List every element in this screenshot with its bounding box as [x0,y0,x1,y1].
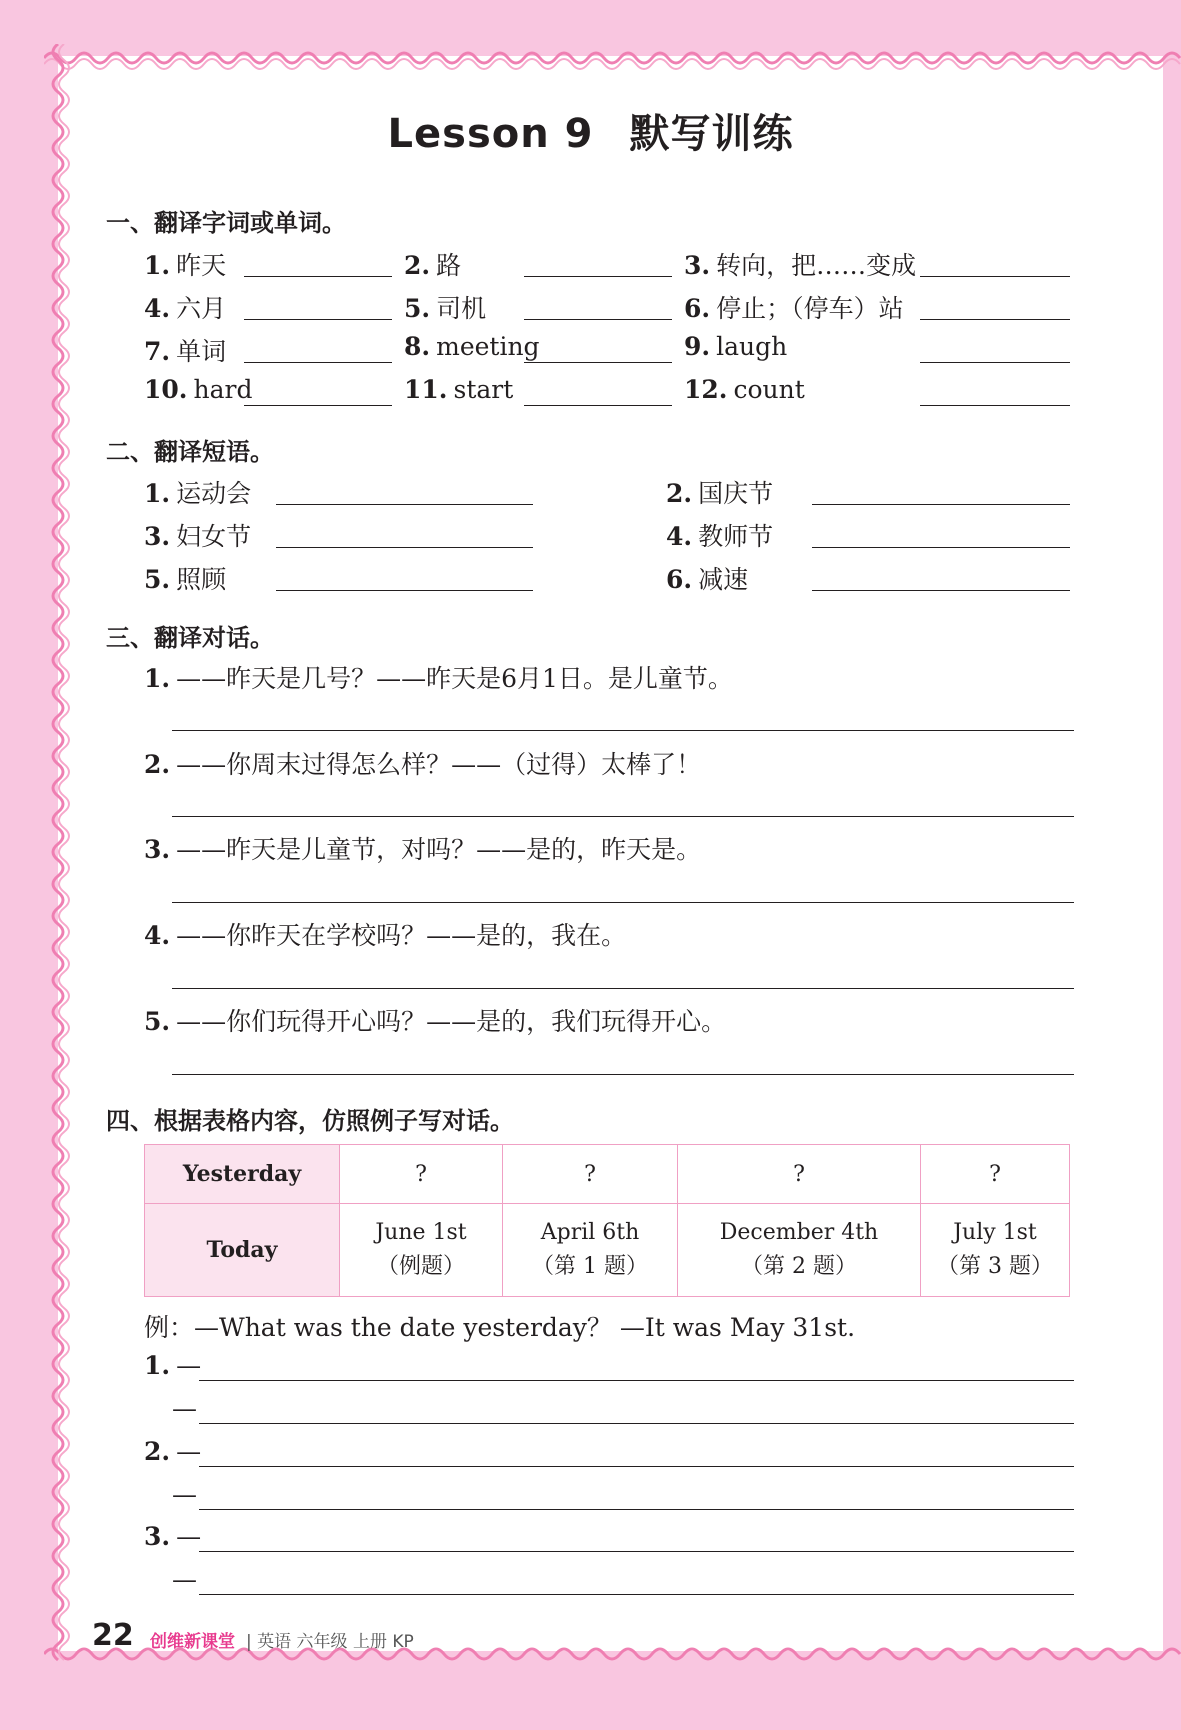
title-cn: 默写训练 [629,111,794,157]
today-cell-3 [678,1204,921,1297]
s3-answer-line-5[interactable] [172,1074,1074,1075]
today-note-3: （第 2 题） [741,1254,857,1279]
s1-num-12: 12. [684,375,728,404]
s1-item-2 [404,246,461,282]
s1-item-8 [404,332,540,361]
s1-blank-12[interactable] [920,405,1070,406]
s1-blank-3[interactable] [920,276,1070,277]
s1-item-7 [144,332,226,368]
s2-text-5: 照顾 [176,565,227,594]
s4-dash-3a: — [176,1522,202,1551]
s1-num-10: 10. [144,375,188,404]
yesterday-cell-2: ? [503,1145,678,1204]
s1-item-5 [404,289,486,325]
s3-num-1: 1. [144,664,171,693]
s1-text-8: meeting [436,332,540,361]
s1-text-10: hard [193,375,253,404]
s3-item-5 [144,1002,726,1038]
s2-num-4: 4. [666,522,693,551]
book-info: | 英语 六年级 上册 KP [246,1632,414,1652]
s4-dash-2b: — [172,1480,197,1509]
s1-text-2: 路 [436,251,462,280]
s1-blank-5[interactable] [524,319,672,320]
section-1-heading: 一、翻译字词或单词。 [106,209,346,237]
s2-blank-1[interactable] [276,504,533,505]
s4-line-3b[interactable] [199,1594,1074,1595]
s3-answer-line-4[interactable] [172,988,1074,989]
section-2-heading: 二、翻译短语。 [106,438,274,466]
today-cell-1 [340,1204,503,1297]
s2-item-3 [144,517,251,553]
s4-num-2: 2. [144,1437,171,1466]
s1-item-12 [684,375,805,404]
s3-text-5: ——你们玩得开心吗？——是的，我们玩得开心。 [176,1007,727,1036]
s2-blank-6[interactable] [812,590,1070,591]
s3-num-3: 3. [144,835,171,864]
s3-num-4: 4. [144,921,171,950]
s1-text-7: 单词 [176,337,227,366]
today-date-1: June 1st [375,1220,467,1245]
wavy-border-left [44,44,72,1664]
s2-blank-5[interactable] [276,590,533,591]
s4-answer-1 [144,1351,201,1380]
s1-num-5: 5. [404,294,431,323]
s2-item-1 [144,474,251,510]
s1-num-1: 1. [144,251,171,280]
s3-answer-line-2[interactable] [172,816,1074,817]
s3-answer-line-3[interactable] [172,902,1074,903]
title-en: Lesson 9 [387,111,594,157]
s1-blank-8[interactable] [524,362,672,363]
s1-text-11: start [453,375,514,404]
yesterday-label: Yesterday [145,1145,340,1204]
s1-text-3: 转向，把……变成 [716,251,917,280]
s4-dash-3b: — [172,1565,197,1594]
today-date-3: December 4th [719,1220,879,1245]
s1-text-9: laugh [716,332,788,361]
s2-num-6: 6. [666,565,693,594]
section-4-heading: 四、根据表格内容，仿照例子写对话。 [106,1107,514,1135]
s1-item-1 [144,246,226,282]
s2-num-2: 2. [666,479,693,508]
today-cell-2 [503,1204,678,1297]
brand-name: 创维新课堂 [150,1632,235,1652]
s4-dash-1b: — [172,1394,197,1423]
s4-line-3a[interactable] [199,1551,1074,1552]
s2-item-6 [666,560,748,596]
s1-blank-7[interactable] [244,362,392,363]
s1-num-6: 6. [684,294,711,323]
page-title [0,102,1181,159]
s4-line-2a[interactable] [199,1466,1074,1467]
s2-text-2: 国庆节 [698,479,774,508]
s1-blank-4[interactable] [244,319,392,320]
s2-blank-2[interactable] [812,504,1070,505]
s3-num-5: 5. [144,1007,171,1036]
s1-blank-11[interactable] [524,405,672,406]
s1-text-6: 停止；（停车）站 [716,294,904,323]
s1-item-3 [684,246,916,282]
s1-item-6 [684,289,904,325]
today-date-2: April 6th [540,1220,640,1245]
yesterday-cell-1: ? [340,1145,503,1204]
s3-text-3: ——昨天是儿童节，对吗？——是的，昨天是。 [176,835,702,864]
s1-num-8: 8. [404,332,431,361]
s1-item-9 [684,332,787,361]
s3-item-4 [144,916,626,952]
s1-num-11: 11. [404,375,448,404]
s3-item-2 [144,745,701,781]
s3-item-3 [144,830,701,866]
s4-num-1: 1. [144,1351,171,1380]
s2-item-2 [666,474,773,510]
s2-item-4 [666,517,773,553]
wavy-border-top [44,44,1181,72]
s4-line-2b[interactable] [199,1509,1074,1510]
s2-num-5: 5. [144,565,171,594]
s4-dash-1a: — [176,1351,202,1380]
s2-num-3: 3. [144,522,171,551]
s4-dash-2a: — [176,1437,202,1466]
s1-text-12: count [733,375,805,404]
s1-item-4 [144,289,226,325]
s4-line-1b[interactable] [199,1423,1074,1424]
s1-text-1: 昨天 [176,251,227,280]
s2-text-6: 减速 [698,565,749,594]
today-date-4: July 1st [953,1220,1037,1245]
yesterday-cell-3: ? [678,1145,921,1204]
s2-blank-3[interactable] [276,547,533,548]
s4-line-1a[interactable] [199,1380,1074,1381]
s2-num-1: 1. [144,479,171,508]
s1-num-3: 3. [684,251,711,280]
s1-item-11 [404,375,513,404]
s3-text-4: ——你昨天在学校吗？——是的，我在。 [176,921,627,950]
s4-answer-3 [144,1522,201,1551]
s1-blank-6[interactable] [920,319,1070,320]
section-3-heading: 三、翻译对话。 [106,624,274,652]
s3-num-2: 2. [144,750,171,779]
s1-num-9: 9. [684,332,711,361]
s2-text-3: 妇女节 [176,522,252,551]
s2-text-1: 运动会 [176,479,252,508]
s2-item-5 [144,560,226,596]
today-note-2: （第 1 题） [532,1254,648,1279]
s1-blank-10[interactable] [244,405,392,406]
s1-item-10 [144,375,252,404]
dates-table [144,1144,1070,1297]
s3-item-1 [144,659,733,695]
today-note-1: （例题） [376,1254,465,1279]
s3-answer-line-1[interactable] [172,730,1074,731]
s4-answer-2 [144,1437,201,1466]
s1-blank-1[interactable] [244,276,392,277]
table-row-yesterday [145,1145,1070,1204]
yesterday-cell-4: ? [921,1145,1070,1204]
s1-num-2: 2. [404,251,431,280]
s4-num-3: 3. [144,1522,171,1551]
table-row-today [145,1204,1070,1297]
s1-text-5: 司机 [436,294,487,323]
s3-text-2: ——你周末过得怎么样？——（过得）太棒了！ [176,750,702,779]
page-number: 22 [92,1618,134,1653]
s1-text-4: 六月 [176,294,227,323]
today-note-4: （第 3 题） [937,1254,1053,1279]
s3-text-1: ——昨天是几号？——昨天是6月1日。是儿童节。 [176,664,733,693]
s1-num-4: 4. [144,294,171,323]
today-cell-4 [921,1204,1070,1297]
s2-blank-4[interactable] [812,547,1070,548]
s1-blank-2[interactable] [524,276,672,277]
s1-num-7: 7. [144,337,171,366]
example-dialogue: 例：—What was the date yesterday？ —It was May 31st. [144,1313,856,1342]
s1-blank-9[interactable] [920,362,1070,363]
today-label: Today [145,1204,340,1297]
s2-text-4: 教师节 [698,522,774,551]
